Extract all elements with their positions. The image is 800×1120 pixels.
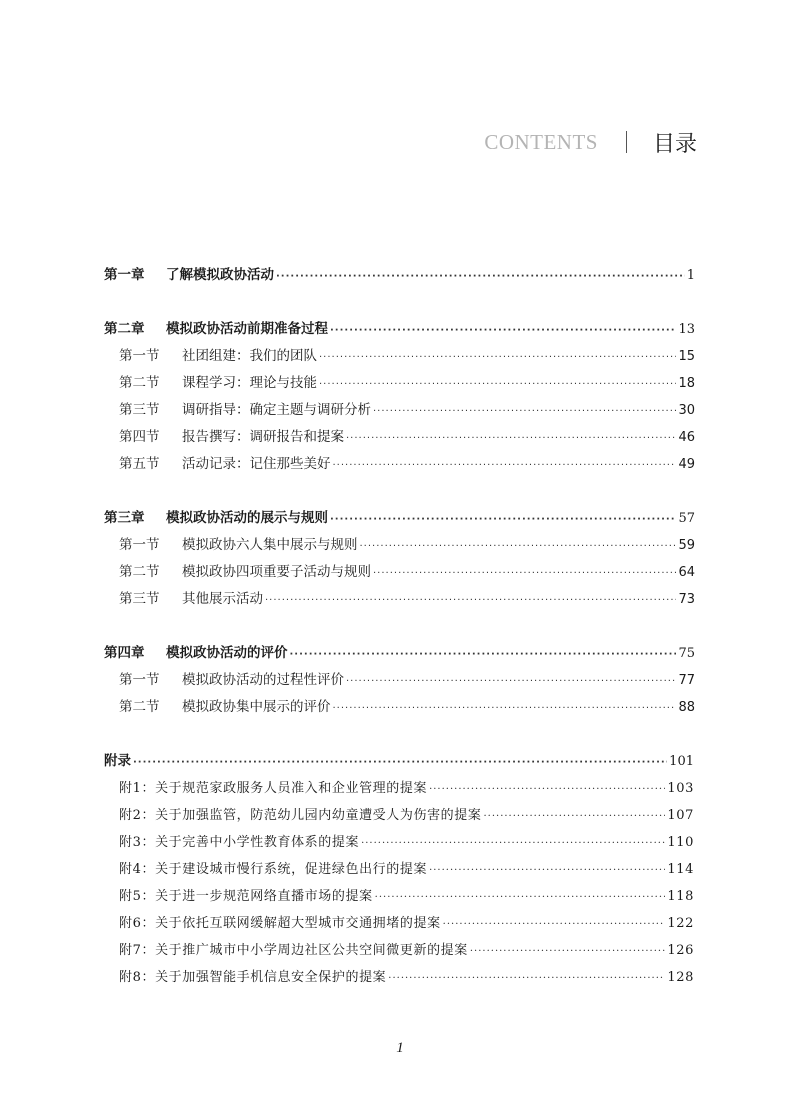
section-number: 第二节	[119, 699, 160, 715]
toc-section-4-2[interactable]	[104, 694, 695, 721]
page-number: 107	[667, 808, 694, 823]
dot-leader	[346, 668, 676, 695]
section-number: 第二节	[119, 564, 160, 580]
chapter-number: 第一章	[104, 267, 145, 283]
toc-section-4-1[interactable]	[104, 667, 695, 694]
section-title: 报告撰写：调研报告和提案	[182, 429, 344, 445]
chapter-number: 第二章	[104, 321, 145, 337]
dot-leader	[388, 965, 665, 992]
page-number: 57	[678, 511, 695, 526]
appendix-item-title: 附5：关于进一步规范网络直播市场的提案	[119, 889, 373, 904]
dot-leader	[470, 938, 666, 965]
toc-appendix-item-2[interactable]	[104, 802, 694, 829]
section-title: 社团组建：我们的团队	[182, 348, 317, 364]
chapter-title: 模拟政协活动的展示与规则	[166, 510, 328, 526]
toc-appendix-item-4[interactable]	[104, 856, 694, 883]
chapter-title: 模拟政协活动前期准备过程	[166, 321, 328, 337]
toc-appendix-item-8[interactable]	[104, 964, 694, 991]
page-number: 64	[678, 565, 695, 580]
page-number: 88	[678, 700, 695, 715]
section-number: 第一节	[119, 537, 160, 553]
toc-section-2-2[interactable]	[104, 370, 695, 397]
section-number: 第二节	[119, 375, 160, 391]
dot-leader	[429, 857, 665, 884]
page-number: 122	[667, 916, 694, 931]
appendix-item-title: 附8：关于加强智能手机信息安全保护的提案	[119, 970, 387, 985]
page-number: 73	[678, 592, 695, 607]
toc-chapter-1[interactable]	[104, 262, 695, 289]
appendix-item-title: 附6：关于依托互联网缓解超大型城市交通拥堵的提案	[119, 916, 441, 931]
toc-section-3-1[interactable]	[104, 532, 695, 559]
dot-leader	[133, 749, 667, 776]
page-number: 101	[669, 754, 694, 769]
toc-appendix[interactable]	[104, 748, 694, 775]
appendix-title: 附录	[104, 753, 131, 769]
section-number: 第一节	[119, 348, 160, 364]
dot-leader	[483, 803, 665, 830]
section-number: 第三节	[119, 402, 160, 418]
toc-chapter-4[interactable]	[104, 640, 695, 667]
page-number: 77	[678, 673, 695, 688]
dot-leader	[373, 398, 676, 425]
section-number: 第一节	[119, 672, 160, 688]
dot-leader	[333, 695, 677, 722]
dot-leader	[319, 344, 676, 371]
chapter-title: 模拟政协活动的评价	[166, 645, 288, 661]
page-number: 1	[686, 268, 695, 283]
toc-appendix-item-3[interactable]	[104, 829, 694, 856]
contents-title-en: CONTENTS	[484, 129, 598, 154]
toc-section-2-1[interactable]	[104, 343, 695, 370]
dot-leader	[276, 263, 685, 290]
section-title: 课程学习：理论与技能	[182, 375, 317, 391]
table-of-contents	[104, 262, 695, 991]
toc-appendix-item-7[interactable]	[104, 937, 694, 964]
toc-appendix-item-6[interactable]	[104, 910, 694, 937]
toc-section-2-5[interactable]	[104, 451, 695, 478]
page-number: 126	[667, 943, 694, 958]
toc-section-3-2[interactable]	[104, 559, 695, 586]
dot-leader	[319, 371, 676, 398]
page-number: 49	[678, 457, 695, 472]
dot-leader	[429, 776, 665, 803]
page-number: 13	[678, 322, 695, 337]
toc-chapter-3[interactable]	[104, 505, 695, 532]
dot-leader	[361, 830, 665, 857]
chapter-number: 第四章	[104, 645, 145, 661]
dot-leader	[443, 911, 666, 938]
page-number: 46	[678, 430, 695, 445]
section-number: 第五节	[119, 456, 160, 472]
toc-section-2-4[interactable]	[104, 424, 695, 451]
dot-leader	[330, 317, 676, 344]
toc-section-3-3[interactable]	[104, 586, 695, 613]
page-number: 18	[678, 376, 695, 391]
appendix-item-title: 附7：关于推广城市中小学周边社区公共空间微更新的提案	[119, 943, 468, 958]
toc-appendix-item-1[interactable]	[104, 775, 694, 802]
page-number: 114	[667, 862, 694, 877]
section-number: 第三节	[119, 591, 160, 607]
dot-leader	[265, 587, 676, 614]
page-number: 103	[667, 781, 694, 796]
page-number: 75	[678, 646, 695, 661]
contents-header	[484, 127, 697, 157]
toc-section-2-3[interactable]	[104, 397, 695, 424]
page-number: 59	[678, 538, 695, 553]
section-title: 调研指导：确定主题与调研分析	[182, 402, 371, 418]
section-title: 模拟政协集中展示的评价	[182, 699, 331, 715]
dot-leader	[333, 452, 677, 479]
section-title: 模拟政协六人集中展示与规则	[182, 537, 358, 553]
dot-leader	[360, 533, 677, 560]
appendix-item-title: 附1：关于规范家政服务人员准入和企业管理的提案	[119, 781, 428, 796]
chapter-title: 了解模拟政协活动	[166, 267, 274, 283]
dot-leader	[290, 641, 677, 668]
section-number: 第四节	[119, 429, 160, 445]
chapter-number: 第三章	[104, 510, 145, 526]
page-number: 15	[678, 349, 695, 364]
section-title: 其他展示活动	[182, 591, 263, 607]
page-number: 128	[667, 970, 694, 985]
page-number: 30	[678, 403, 695, 418]
appendix-item-title: 附3：关于完善中小学性教育体系的提案	[119, 835, 360, 850]
appendix-item-title: 附4：关于建设城市慢行系统，促进绿色出行的提案	[119, 862, 428, 877]
page-footer-number: 1	[396, 1040, 404, 1056]
toc-chapter-2[interactable]	[104, 316, 695, 343]
page-number: 110	[667, 835, 694, 850]
contents-title-cn: 目录	[652, 131, 697, 157]
dot-leader	[330, 506, 676, 533]
section-title: 模拟政协活动的过程性评价	[182, 672, 344, 688]
section-title: 模拟政协四项重要子活动与规则	[182, 564, 371, 580]
header-divider	[626, 131, 627, 153]
toc-appendix-item-5[interactable]	[104, 883, 694, 910]
dot-leader	[375, 884, 666, 911]
section-title: 活动记录：记住那些美好	[182, 456, 331, 472]
dot-leader	[346, 425, 676, 452]
dot-leader	[373, 560, 676, 587]
page-number: 118	[667, 889, 694, 904]
appendix-item-title: 附2：关于加强监管，防范幼儿园内幼童遭受人为伤害的提案	[119, 808, 482, 823]
